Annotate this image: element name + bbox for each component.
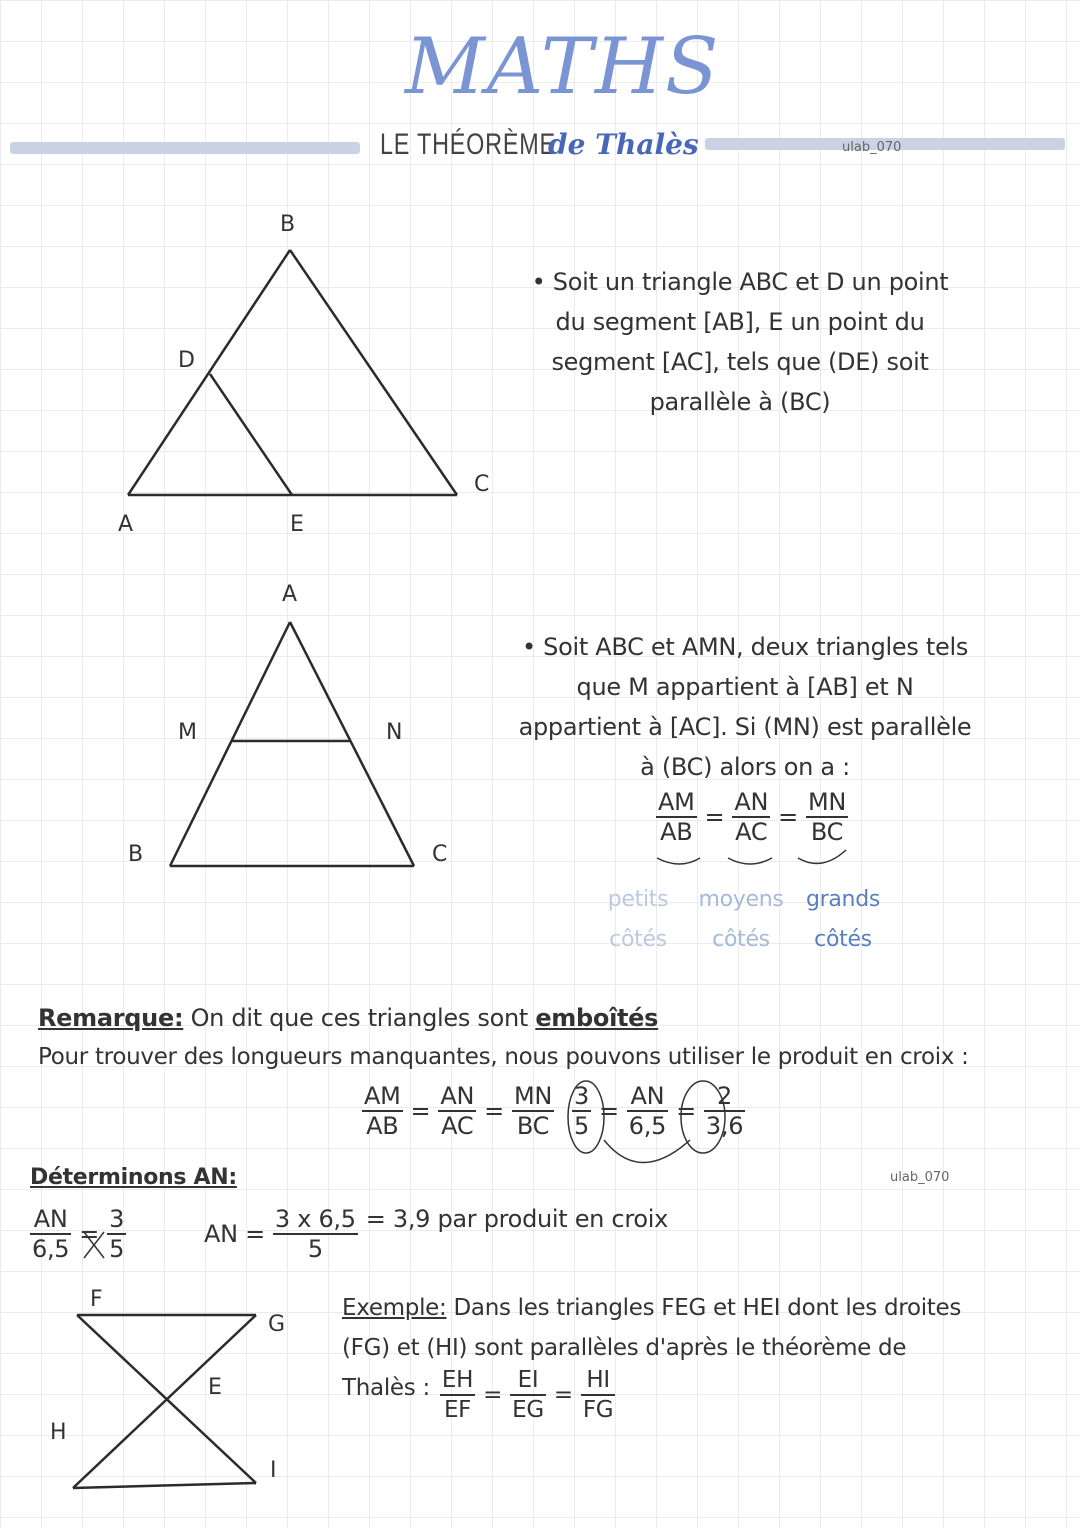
fig1-description: • Soit un triangle ABC et D un point du segment [AB], E un point du segment [AC], tels que (DE) soit parallèle à (BC) <box>531 268 949 416</box>
remark-numeric-ratio: $\frac{3}{5}$ = $\frac{AN}{6,5}$ = $\frac{2}{3,6}$ <box>574 1082 744 1140</box>
fig2-label-n: N <box>386 720 403 745</box>
fig1-label-d: D <box>178 348 195 373</box>
fig2-label-m: M <box>178 720 197 745</box>
fig1-label-b: B <box>280 212 296 237</box>
fraction-mn-bc: $\frac{MN}{BC}$ <box>807 788 846 846</box>
fig2-label-c: C <box>432 842 448 867</box>
fraction-underline-arcs <box>657 850 846 864</box>
legend-petits: petits côtés <box>607 887 669 952</box>
determine-ratio: $\frac{AN}{6,5}$ = $\frac{3}{5}$ <box>32 1205 125 1263</box>
page-title: MATHS <box>405 22 721 112</box>
legend-grands: grands côtés <box>805 887 881 952</box>
fig2-description: • Soit ABC et AMN, deux triangles tels que M appartient à [AB] et N appartient à [AC]. Si (MN) est parallèle à (BC) alors on a : <box>518 633 972 781</box>
determine-tag: ulab_070 <box>890 1170 950 1185</box>
author-tag: ulab_070 <box>842 140 902 155</box>
fig2-label-a: A <box>282 582 298 607</box>
page-subtitle-cursive: de Thalès <box>548 128 699 161</box>
remark-line2: Pour trouver des longueurs manquantes, nous pouvons utiliser le produit en croix : <box>38 1044 969 1070</box>
figure3-bowtie <box>73 1315 256 1488</box>
fig1-label-e: E <box>290 512 304 537</box>
fig3-label-f: F <box>90 1287 103 1312</box>
fig2-label-b: B <box>128 842 144 867</box>
fig1-label-c: C <box>474 472 490 497</box>
remark-line1: Remarque: On dit que ces triangles sont emboîtés <box>38 1004 659 1032</box>
fig3-label-i: I <box>270 1458 277 1483</box>
fig3-label-e: E <box>208 1375 222 1400</box>
remark-ratio: $\frac{AM}{AB}$ = $\frac{AN}{AC}$ = $\frac{MN}{BC}$ <box>364 1082 552 1140</box>
page-subtitle: LE THÉORÈME <box>380 128 556 161</box>
determine-heading: Déterminons AN: <box>30 1165 237 1190</box>
determine-computation: AN = $\frac{3 x 6,5}{5}$ = 3,9 par produit en croix <box>204 1205 669 1263</box>
figure2-triangle <box>170 622 414 866</box>
legend-moyens: moyens côtés <box>698 887 784 952</box>
fig3-label-g: G <box>268 1312 286 1337</box>
fraction-am-ab: $\frac{AM}{AB}$ <box>658 788 695 846</box>
fig1-label-a: A <box>118 512 134 537</box>
fig3-label-h: H <box>50 1420 67 1445</box>
example-text: Exemple: Dans les triangles FEG et HEI dont les droites (FG) et (HI) sont parallèles d'après le théorème de Thalès : $\frac{EH}{EF}$ = $\frac{EI}{EG}$ = $\frac{HI}{FG}$ <box>342 1295 962 1423</box>
fig2-ratio: $\frac{AM}{AB}$ = $\frac{AN}{AC}$ = $\frac{MN}{BC}$ <box>658 788 846 846</box>
fraction-an-ac: $\frac{AN}{AC}$ <box>734 788 769 846</box>
